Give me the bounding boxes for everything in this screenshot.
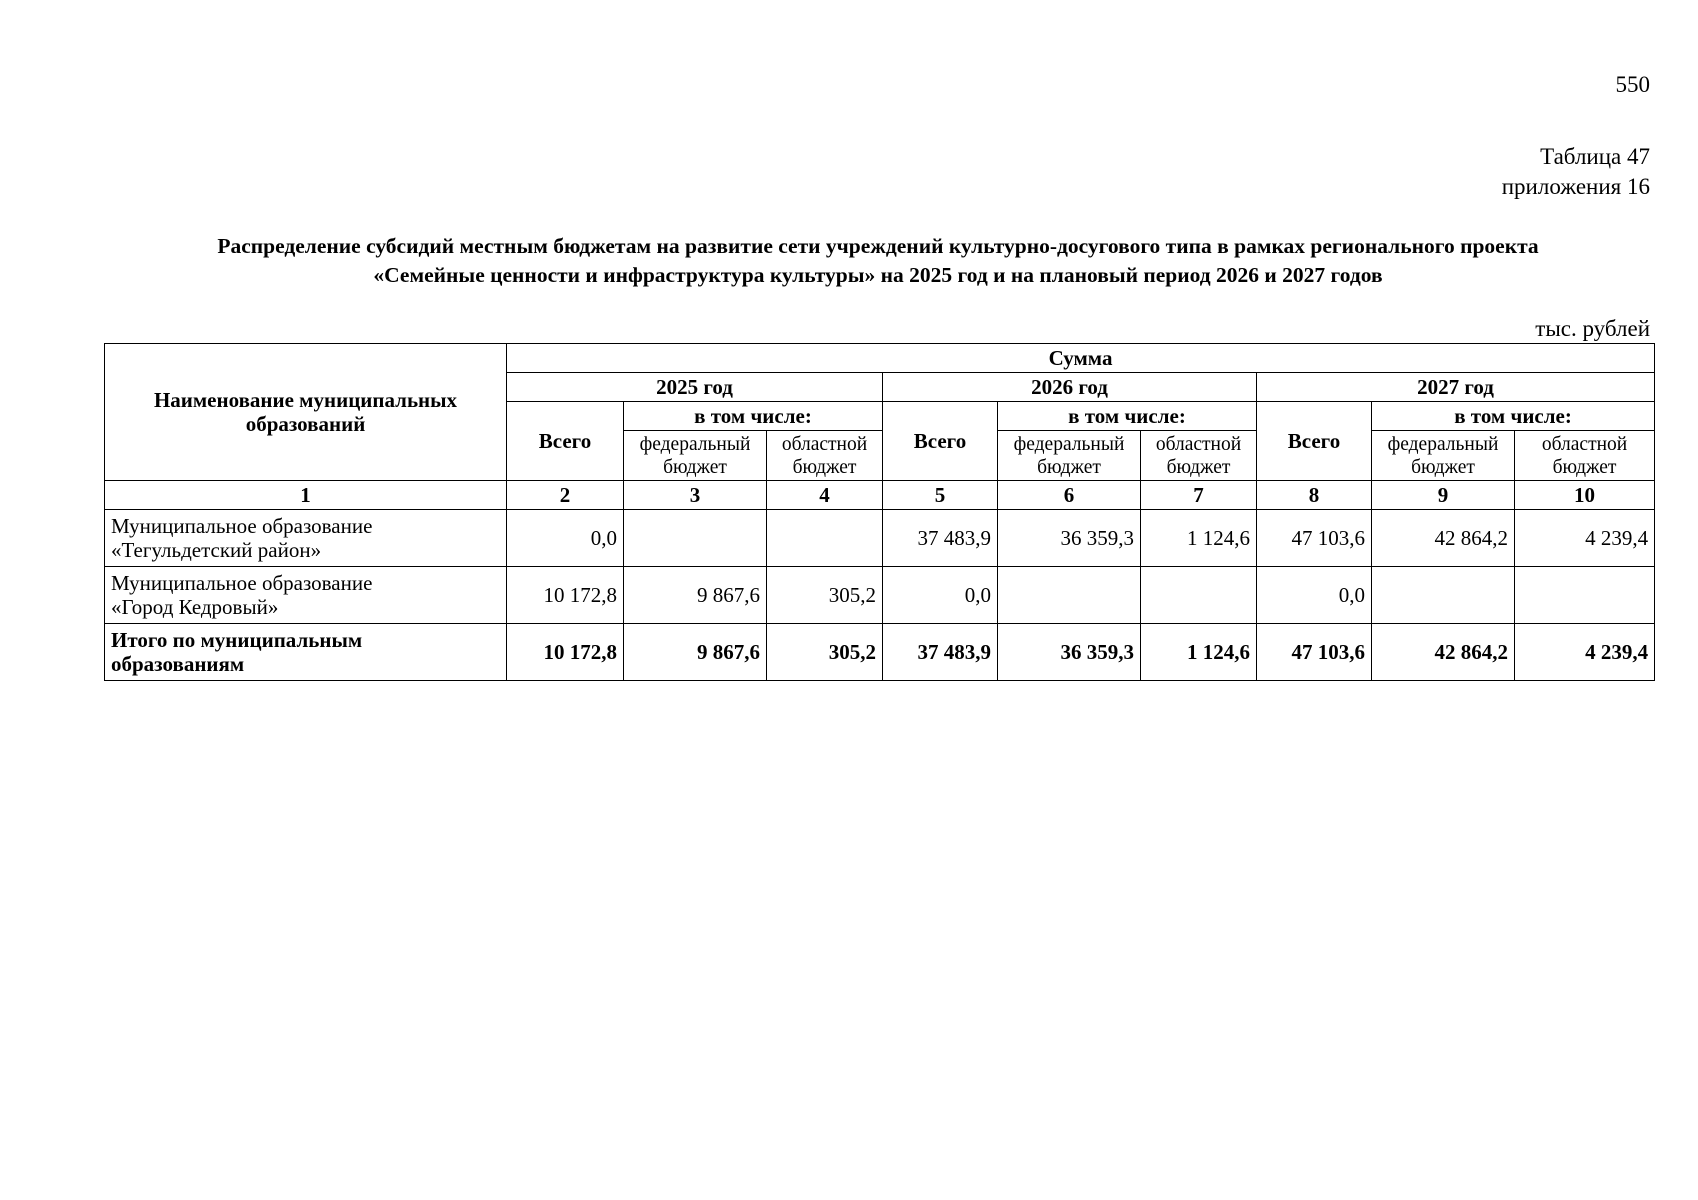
cell-federal-2026: 36 359,3 (998, 510, 1141, 567)
page-number: 550 (1615, 72, 1650, 97)
cell-federal-2027: 42 864,2 (1372, 510, 1515, 567)
header-including-2026: в том числе: (998, 402, 1257, 431)
cell-federal-2025: 9 867,6 (624, 567, 767, 624)
cell-total-2027: 47 103,6 (1257, 510, 1372, 567)
header-including-2025: в том числе: (624, 402, 883, 431)
row-name-line1: Муниципальное образование (111, 571, 373, 595)
table-ref-line2: приложения 16 (1501, 174, 1650, 199)
cell-federal-2026 (998, 567, 1141, 624)
column-number-row (105, 481, 1655, 510)
total-cell-total-2027: 47 103,6 (1257, 624, 1372, 681)
total-cell-federal-2026: 36 359,3 (998, 624, 1141, 681)
total-cell-total-2025: 10 172,8 (507, 624, 624, 681)
header-regional-2026: областной бюджет (1141, 431, 1257, 481)
total-row (105, 624, 1655, 681)
row-name-line2: «Тегульдетский район» (111, 538, 322, 562)
cell-regional-2025 (767, 510, 883, 567)
table-row (105, 510, 1655, 567)
header-regional-2025: областной бюджет (767, 431, 883, 481)
header-including-2027: в том числе: (1372, 402, 1655, 431)
total-name-line2: образованиям (111, 652, 245, 676)
total-cell-regional-2025: 305,2 (767, 624, 883, 681)
title-line1: Распределение субсидий местным бюджетам на развитие сети учреждений культурно-досугового типа в рамках регионального проекта (217, 234, 1539, 258)
cell-total-2025: 10 172,8 (507, 567, 624, 624)
header-federal-2026: федеральный бюджет (998, 431, 1141, 481)
cell-regional-2027: 4 239,4 (1515, 510, 1655, 567)
cell-regional-2026: 1 124,6 (1141, 510, 1257, 567)
column-number: 8 (1257, 481, 1372, 510)
cell-regional-2025: 305,2 (767, 567, 883, 624)
document-title (104, 232, 1652, 290)
total-name-line1: Итого по муниципальным (111, 628, 363, 652)
column-number: 9 (1372, 481, 1515, 510)
row-name (105, 567, 507, 624)
header-total-2025: Всего (507, 402, 624, 481)
total-cell-total-2026: 37 483,9 (883, 624, 998, 681)
header-total-2027: Всего (1257, 402, 1372, 481)
cell-regional-2026 (1141, 567, 1257, 624)
column-number: 4 (767, 481, 883, 510)
total-cell-regional-2026: 1 124,6 (1141, 624, 1257, 681)
cell-total-2027: 0,0 (1257, 567, 1372, 624)
column-number: 2 (507, 481, 624, 510)
column-number: 5 (883, 481, 998, 510)
column-number: 1 (105, 481, 507, 510)
column-number: 7 (1141, 481, 1257, 510)
table-ref-line1: Таблица 47 (1540, 144, 1650, 169)
header-federal-2027: федеральный бюджет (1372, 431, 1515, 481)
units-label: тыс. рублей (1535, 316, 1650, 341)
cell-total-2026: 37 483,9 (883, 510, 998, 567)
header-total-2026: Всего (883, 402, 998, 481)
total-row-name (105, 624, 507, 681)
header-year-2027: 2027 год (1257, 373, 1655, 402)
total-cell-regional-2027: 4 239,4 (1515, 624, 1655, 681)
total-cell-federal-2027: 42 864,2 (1372, 624, 1515, 681)
header-row-sum (105, 344, 1655, 373)
table-reference (1502, 142, 1650, 202)
cell-total-2026: 0,0 (883, 567, 998, 624)
cell-federal-2025 (624, 510, 767, 567)
column-number: 6 (998, 481, 1141, 510)
header-year-2025: 2025 год (507, 373, 883, 402)
column-number: 10 (1515, 481, 1655, 510)
header-name-column: Наименование муниципальных образований (105, 344, 507, 481)
header-sum: Сумма (507, 344, 1655, 373)
row-name-line2: «Город Кедровый» (111, 595, 279, 619)
table-row (105, 567, 1655, 624)
title-line2: «Семейные ценности и инфраструктура культуры» на 2025 год и на плановый период 2026 и 2027 годов (373, 263, 1383, 287)
cell-total-2025: 0,0 (507, 510, 624, 567)
cell-federal-2027 (1372, 567, 1515, 624)
header-federal-2025: федеральный бюджет (624, 431, 767, 481)
cell-regional-2027 (1515, 567, 1655, 624)
column-number: 3 (624, 481, 767, 510)
row-name-line1: Муниципальное образование (111, 514, 373, 538)
subsidy-table (104, 343, 1655, 681)
row-name (105, 510, 507, 567)
total-cell-federal-2025: 9 867,6 (624, 624, 767, 681)
header-regional-2027: областной бюджет (1515, 431, 1655, 481)
header-year-2026: 2026 год (883, 373, 1257, 402)
